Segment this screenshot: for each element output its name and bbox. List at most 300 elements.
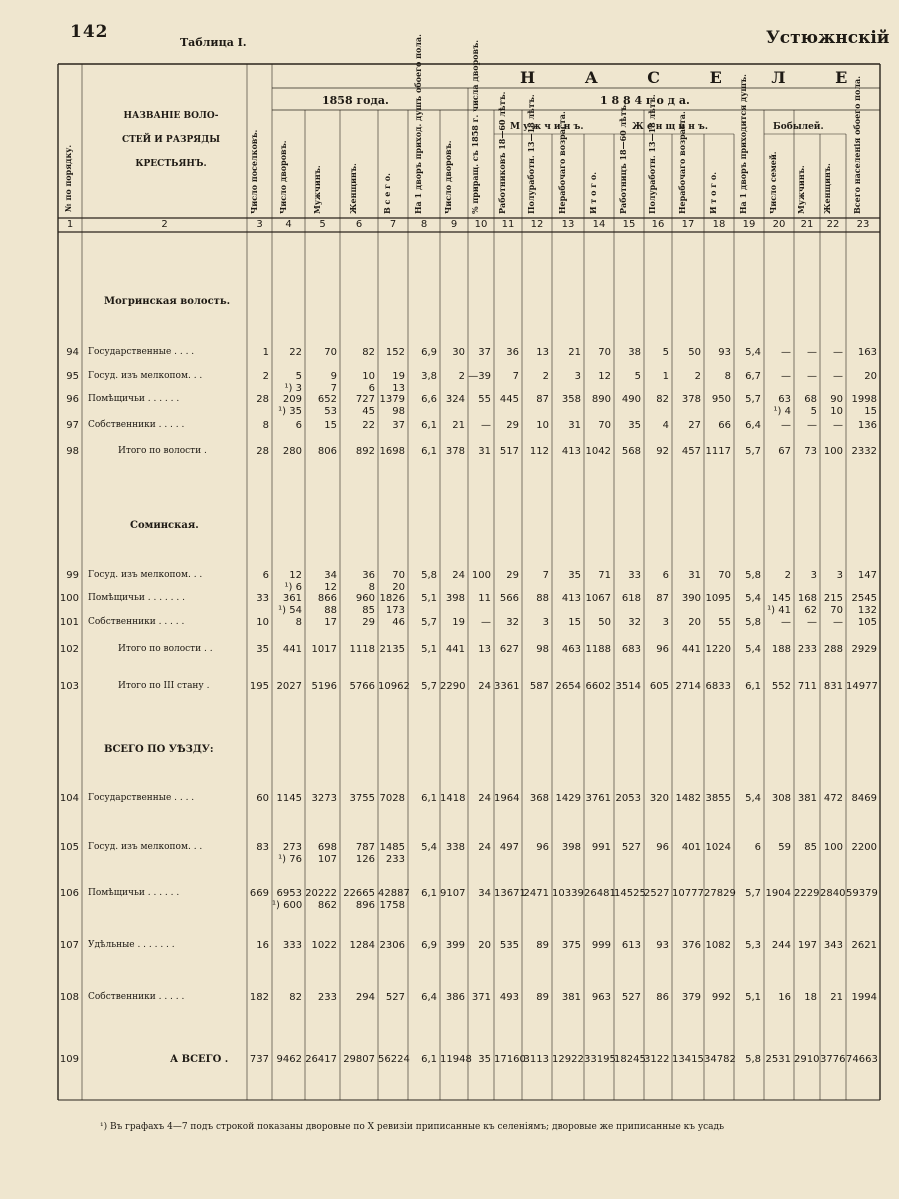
row-value: 6,1	[421, 1054, 437, 1065]
row-value: 8	[295, 617, 302, 628]
row-value: 6,1	[421, 446, 437, 457]
column-number: 20	[772, 219, 786, 230]
row-value: 15	[324, 420, 337, 431]
row-value: 375	[561, 940, 581, 951]
row-value: 1994	[851, 992, 877, 1003]
row-value: 2290	[440, 681, 466, 692]
row-value: 6,1	[421, 420, 437, 431]
row-value: 24	[452, 570, 465, 581]
row-value: 3113	[523, 1054, 549, 1065]
row-value: 963	[591, 992, 611, 1003]
row-value: 5,4	[745, 347, 761, 358]
row-value: 112	[529, 446, 549, 457]
row-value: 3	[662, 617, 669, 628]
row-value: 711	[797, 681, 817, 692]
row-value: 147	[857, 570, 877, 581]
row-number: 104	[59, 793, 79, 804]
row-value: 320	[649, 793, 669, 804]
row-value: 2200	[851, 842, 877, 853]
row-subvalue: 173	[385, 605, 405, 616]
column-number: 11	[501, 219, 515, 230]
row-value: 10777	[672, 888, 704, 899]
row-value: 15	[568, 617, 581, 628]
row-value: 7	[512, 371, 519, 382]
row-value: 6,1	[745, 681, 761, 692]
row-subvalue: 15	[864, 406, 877, 417]
col-header-12: Полуработн. 13—18 лѣтъ.	[526, 94, 536, 214]
column-number: 12	[530, 219, 544, 230]
row-value: 28	[256, 446, 269, 457]
row-subvalue: 5	[810, 406, 817, 417]
row-value: 233	[317, 992, 337, 1003]
row-value: 7	[542, 570, 549, 581]
row-value: 1022	[311, 940, 337, 951]
row-value: 35	[628, 420, 641, 431]
row-value: 333	[282, 940, 302, 951]
row-value: 12	[598, 371, 611, 382]
row-value: 7028	[379, 793, 405, 804]
row-value: 233	[797, 644, 817, 655]
row-value: 68	[804, 394, 817, 405]
row-value: 3	[542, 617, 549, 628]
row-value: 59379	[846, 888, 878, 899]
row-subvalue: ¹) 35	[278, 406, 302, 417]
row-value: —	[807, 420, 817, 431]
row-value: 93	[656, 940, 669, 951]
row-value: —	[481, 617, 491, 628]
row-value: 82	[362, 347, 375, 358]
row-subvalue: ¹) 6	[284, 582, 302, 593]
row-value: 31	[478, 446, 491, 457]
row-value: 22	[289, 347, 302, 358]
row-value: 96	[536, 842, 549, 853]
row-value: 892	[355, 446, 375, 457]
row-value: 18	[804, 992, 817, 1003]
row-subvalue: ¹) 4	[773, 406, 791, 417]
row-value: 13671	[494, 888, 526, 899]
row-value: —	[781, 420, 791, 431]
row-value: 378	[681, 394, 701, 405]
row-subvalue: 10	[830, 406, 843, 417]
row-value: 441	[445, 644, 465, 655]
col-header-6: Женщинъ.	[348, 163, 358, 214]
row-number: 98	[66, 446, 79, 457]
col-header-3: Число поселковъ.	[248, 129, 259, 214]
row-value: 1220	[705, 644, 731, 655]
row-value: 9107	[440, 888, 466, 899]
row-value: 6953	[276, 888, 302, 899]
column-number: 23	[856, 219, 870, 230]
col-header-5: Мужчинъ.	[311, 165, 322, 214]
row-value: 35	[478, 1054, 491, 1065]
row-value: 6	[662, 570, 669, 581]
row-value: 96	[656, 644, 669, 655]
row-number: 94	[66, 347, 79, 358]
row-value: 5,3	[745, 940, 761, 951]
no-header: № по порядку.	[63, 144, 73, 212]
row-value: 21	[830, 992, 843, 1003]
row-subvalue: 7	[330, 383, 337, 394]
column-number: 8	[420, 219, 428, 230]
year-1858-header: 1858 года.	[322, 94, 389, 107]
row-value: 50	[688, 347, 701, 358]
row-value: 2929	[851, 644, 877, 655]
row-label: Государственные . . . .	[88, 793, 195, 803]
row-value: —	[781, 617, 791, 628]
row-value: 6833	[705, 681, 731, 692]
row-number: 102	[59, 644, 79, 655]
row-value: 605	[649, 681, 669, 692]
column-number: 19	[742, 219, 756, 230]
row-value: 413	[561, 593, 581, 604]
row-value: 24	[478, 842, 491, 853]
name-header	[98, 104, 244, 176]
row-value: 6,7	[745, 371, 761, 382]
row-value: —	[807, 347, 817, 358]
row-value: 463	[561, 644, 581, 655]
row-value: 6,9	[421, 347, 437, 358]
row-label: Итого по III стану .	[118, 681, 210, 691]
zhen-header: Ж е н щ и н ъ.	[632, 122, 708, 132]
row-value: 36	[362, 570, 375, 581]
row-value: 195	[249, 681, 269, 692]
row-value: 831	[823, 681, 843, 692]
row-value: 33	[256, 593, 269, 604]
row-value: 1042	[585, 446, 611, 457]
row-label: Итого по волости . .	[118, 644, 213, 654]
row-value: 73	[804, 446, 817, 457]
row-value: 5	[662, 347, 669, 358]
row-value: 35	[256, 644, 269, 655]
row-value: 70	[718, 570, 731, 581]
row-value: 14977	[846, 681, 878, 692]
row-label: Итого по волости .	[118, 446, 207, 456]
row-value: 472	[823, 793, 843, 804]
row-value: 1118	[349, 644, 375, 655]
row-subvalue: ¹) 600	[272, 900, 303, 911]
row-value: 55	[718, 617, 731, 628]
row-value: —	[807, 371, 817, 382]
row-value: 55	[478, 394, 491, 405]
row-value: 3122	[644, 1054, 670, 1065]
row-value: 21	[568, 347, 581, 358]
row-value: 30	[452, 347, 465, 358]
row-value: 20	[478, 940, 491, 951]
row-number: 106	[59, 888, 79, 899]
row-value: —	[481, 420, 491, 431]
row-value: 2	[262, 371, 269, 382]
row-value: —	[833, 371, 843, 382]
row-value: 93	[718, 347, 731, 358]
row-value: 38	[628, 347, 641, 358]
row-value: 1188	[585, 644, 611, 655]
col-header-18: И т о г о.	[708, 171, 718, 214]
row-value: 390	[681, 593, 701, 604]
row-value: 5766	[349, 681, 375, 692]
col-header-13: Нерабочаго возраста.	[557, 111, 567, 214]
row-value: 8469	[851, 793, 877, 804]
row-value: 5,8	[745, 1054, 761, 1065]
row-value: 100	[823, 446, 843, 457]
row-value: 401	[681, 842, 701, 853]
column-number: 4	[285, 219, 292, 230]
row-value: 6,1	[421, 793, 437, 804]
row-value: 737	[249, 1054, 269, 1065]
row-value: 182	[249, 992, 269, 1003]
row-value: 2332	[851, 446, 877, 457]
col-header-7: В с е г о.	[382, 173, 392, 214]
row-value: 90	[830, 394, 843, 405]
row-value: 12922	[552, 1054, 584, 1065]
row-subvalue: ¹) 76	[278, 854, 302, 865]
row-value: 324	[445, 394, 465, 405]
column-number: 10	[474, 219, 488, 230]
row-value: 398	[561, 842, 581, 853]
row-value: 1482	[675, 793, 701, 804]
column-number: 2	[161, 219, 168, 230]
row-label: Госуд. изъ мелкопом. . .	[88, 842, 203, 852]
row-value: 273	[282, 842, 302, 853]
row-value: 343	[823, 940, 843, 951]
row-number: 101	[59, 617, 79, 628]
column-number: 18	[712, 219, 726, 230]
column-number: 5	[319, 219, 326, 230]
column-number: 16	[651, 219, 665, 230]
row-value: 12	[289, 570, 302, 581]
row-value: 5,7	[745, 446, 761, 457]
col-header-4: Число дворовъ.	[277, 140, 288, 214]
row-value: 3,8	[421, 371, 437, 382]
row-value: 67	[778, 446, 791, 457]
row-value: 1082	[705, 940, 731, 951]
row-subvalue: 6	[368, 383, 375, 394]
row-value: 22	[362, 420, 375, 431]
row-value: 1485	[379, 842, 405, 853]
section-title: Соминская.	[130, 520, 199, 531]
row-value: 2	[458, 371, 465, 382]
row-value: 168	[797, 593, 817, 604]
row-value: 6	[295, 420, 302, 431]
row-value: 42887	[378, 888, 410, 899]
row-value: 33195	[584, 1054, 616, 1065]
row-value: 358	[561, 394, 581, 405]
row-value: 59	[778, 842, 791, 853]
row-value: 209	[282, 394, 302, 405]
row-value: 535	[499, 940, 519, 951]
row-value: 32	[506, 617, 519, 628]
row-value: 96	[656, 842, 669, 853]
row-subvalue: 70	[830, 605, 843, 616]
row-value: 50	[598, 617, 611, 628]
row-value: 10962	[378, 681, 410, 692]
row-value: 10339	[552, 888, 584, 899]
row-value: 11	[478, 593, 491, 604]
row-value: 8	[262, 420, 269, 431]
row-value: 497	[499, 842, 519, 853]
row-subvalue: 8	[368, 582, 375, 593]
page-number: 142	[70, 22, 109, 42]
row-value: 3776	[820, 1054, 846, 1065]
row-value: 29807	[343, 1054, 375, 1065]
row-label: Госуд. изъ мелкопом. . .	[88, 570, 203, 580]
column-number: 9	[450, 219, 458, 230]
row-label: Собственники . . . . .	[88, 617, 185, 627]
row-value: —39	[468, 371, 491, 382]
row-value: 1698	[379, 446, 405, 457]
row-value: 6,4	[421, 992, 437, 1003]
col-header-14: И т о г о.	[588, 171, 598, 214]
row-subvalue: 233	[385, 854, 405, 865]
row-value: 1095	[705, 593, 731, 604]
row-value: 399	[445, 940, 465, 951]
row-number: 109	[59, 1054, 79, 1065]
row-value: 16	[256, 940, 269, 951]
row-value: 46	[392, 617, 405, 628]
col-header-11: Работниковъ 18—60 лѣтъ.	[497, 91, 507, 214]
row-value: 2135	[379, 644, 405, 655]
row-value: 197	[797, 940, 817, 951]
row-value: 29	[506, 570, 519, 581]
row-value: 5,4	[745, 644, 761, 655]
row-label: Помѣщичьи . . . . . .	[88, 888, 180, 898]
row-subvalue: 126	[355, 854, 375, 865]
row-value: 368	[529, 793, 549, 804]
row-value: 398	[445, 593, 465, 604]
row-value: 6	[754, 842, 761, 853]
row-subvalue: 85	[362, 605, 375, 616]
row-value: 244	[771, 940, 791, 951]
year-1884-header: 1 8 8 4 г о д а.	[600, 94, 690, 107]
row-value: 5	[295, 371, 302, 382]
row-value: 457	[681, 446, 701, 457]
row-value: 5,7	[421, 617, 437, 628]
row-value: 1017	[311, 644, 337, 655]
row-value: 381	[797, 793, 817, 804]
row-value: 56224	[378, 1054, 410, 1065]
row-value: 1998	[851, 394, 877, 405]
row-value: 29	[362, 617, 375, 628]
row-value: 991	[591, 842, 611, 853]
row-value: 361	[282, 593, 302, 604]
row-subvalue: 53	[324, 406, 337, 417]
muzh-header: М у ж ч и н ъ.	[510, 122, 584, 132]
row-subvalue: ¹) 3	[284, 383, 302, 394]
row-value: 9462	[276, 1054, 302, 1065]
row-value: 32	[628, 617, 641, 628]
running-head: Устюжнскій	[766, 28, 890, 48]
row-value: 568	[621, 446, 641, 457]
row-value: 5,8	[745, 570, 761, 581]
row-value: 89	[536, 992, 549, 1003]
row-value: 37	[392, 420, 405, 431]
section-title: Могринская волость.	[104, 296, 231, 307]
row-value: 100	[471, 570, 491, 581]
row-value: 517	[499, 446, 519, 457]
col-header-8: На 1 дворъ приход. душъ обоего пола.	[413, 34, 423, 214]
row-value: 92	[656, 446, 669, 457]
row-value: 3514	[615, 681, 641, 692]
row-value: 9	[330, 371, 337, 382]
row-value: 34	[478, 888, 491, 899]
column-number: 13	[561, 219, 575, 230]
row-label: Госуд. изъ мелкопом. . .	[88, 371, 203, 381]
row-subvalue: 107	[317, 854, 337, 865]
col-header-15: Работницъ 18—60 лѣтъ.	[618, 102, 628, 214]
row-value: 2654	[555, 681, 581, 692]
row-value: 2229	[794, 888, 820, 899]
row-value: 1418	[440, 793, 466, 804]
row-value: 5,1	[421, 593, 437, 604]
col-header-21: Мужчинъ.	[796, 165, 806, 214]
row-value: 6,1	[421, 888, 437, 899]
row-value: 5,7	[421, 681, 437, 692]
row-value: 17	[324, 617, 337, 628]
row-value: 60	[256, 793, 269, 804]
row-value: 98	[536, 644, 549, 655]
row-value: 527	[621, 842, 641, 853]
col-header-23: Всего населенія обоего пола.	[852, 76, 862, 214]
row-value: 34	[324, 570, 337, 581]
row-value: 5,8	[745, 617, 761, 628]
col-header-16: Полуработн. 13—18 лѣтъ.	[647, 94, 657, 214]
row-value: 3	[836, 570, 843, 581]
row-value: 17160	[494, 1054, 526, 1065]
row-value: 441	[681, 644, 701, 655]
row-value: —	[807, 617, 817, 628]
row-value: 70	[392, 570, 405, 581]
row-value: 83	[256, 842, 269, 853]
row-value: 13415	[672, 1054, 704, 1065]
row-value: 2471	[523, 888, 549, 899]
row-value: 33	[628, 570, 641, 581]
row-value: 27	[688, 420, 701, 431]
column-number: 21	[800, 219, 814, 230]
row-value: 5196	[311, 681, 337, 692]
naselenie-header: Н А С Е Л Е	[520, 68, 870, 87]
row-value: 19	[392, 371, 405, 382]
row-value: 5,4	[745, 593, 761, 604]
row-subvalue: 45	[362, 406, 375, 417]
row-value: 3	[810, 570, 817, 581]
row-value: 100	[823, 842, 843, 853]
row-value: —	[833, 617, 843, 628]
row-value: 1067	[585, 593, 611, 604]
row-value: 445	[499, 394, 519, 405]
row-subvalue: 62	[804, 605, 817, 616]
column-number: 22	[826, 219, 840, 230]
row-value: 87	[536, 394, 549, 405]
row-number: 100	[59, 593, 79, 604]
row-number: 107	[59, 940, 79, 951]
row-value: 3755	[349, 793, 375, 804]
row-value: 787	[355, 842, 375, 853]
row-value: 1284	[349, 940, 375, 951]
col-header-10: % приращ. съ 1858 г. числа дворовъ.	[470, 40, 480, 214]
row-value: 31	[688, 570, 701, 581]
row-value: 6,4	[745, 420, 761, 431]
row-value: 552	[771, 681, 791, 692]
row-value: 11948	[440, 1054, 472, 1065]
row-value: 2621	[851, 940, 877, 951]
column-number: 6	[355, 219, 363, 230]
row-value: 999	[591, 940, 611, 951]
row-value: 338	[445, 842, 465, 853]
row-value: 866	[317, 593, 337, 604]
row-value: —	[781, 371, 791, 382]
column-number: 15	[622, 219, 636, 230]
row-label: Собственники . . . . .	[88, 420, 185, 430]
row-value: 669	[249, 888, 269, 899]
